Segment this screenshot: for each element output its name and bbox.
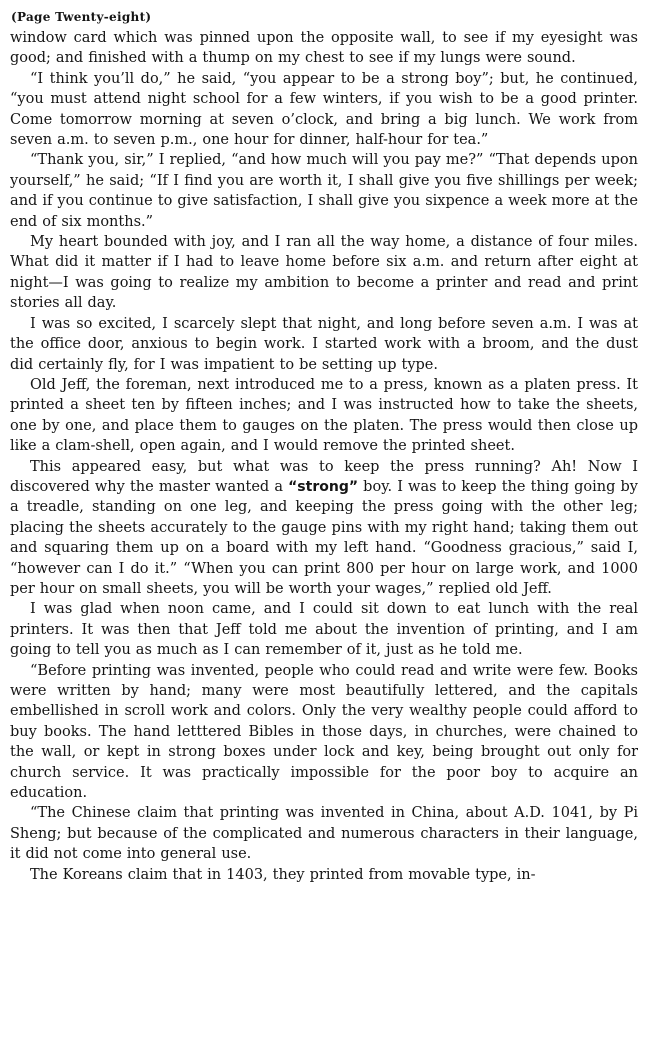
paragraph [10,457,638,600]
paragraph: “The Chinese claim that printing was invented in China, about A.D. 1041, by Pi Sheng; but because of the complicated and numerous characters in their language, it did not come into general use. [10,805,638,863]
book-page [10,8,638,1054]
emphasized-word: “strong” [288,478,359,495]
paragraph: Old Jeff, the foreman, next introduced me to a press, known as a platen press. It printed a sheet ten by fifteen inches; and I was instructed how to take the sheets, one by one, and place them to gauges on the platen. The press would then close up like a clam-shell, open again, and I would remove the printed sheet. [10,376,638,455]
paragraph-partial: The Koreans claim that in 1403, they printed from movable type, in- [30,866,536,883]
text-run: boy. I was to keep the thing going by a treadle, standing on one leg, and keeping the press going with the other leg; placing the sheets accurately to the gauge pins with my right hand; taking them out and squaring them up on a board with my left hand. “Goodness gracious,” said I, “however can I do it.” “When you can print 800 per hour on large work, and 1000 per hour on small sheets, you will be worth your wages,” replied old Jeff. [10,478,638,597]
page-number-header: (Page Twenty-eight) [11,10,152,24]
body-text [10,28,638,885]
paragraph: I was glad when noon came, and I could sit down to eat lunch with the real printers. It was then that Jeff told me about the invention of printing, and I am going to tell you as much as I can remember of it, just as he told me. [10,601,638,659]
paragraph: I was so excited, I scarcely slept that night, and long before seven a.m. I was at the office door, anxious to begin work. I started work with a broom, and the dust did certainly fly, for I was impatient to be setting up type. [10,315,638,373]
paragraph: “Before printing was invented, people who could read and write were few. Books were written by hand; many were most beautifully lettered, and the capitals embellished in scroll work and colors. Only the very wealthy people could afford to buy books. The hand letttered Bibles in those days, in churches, were chained to the wall, or kept in strong boxes under lock and key, being brought out only for church service. It was practically impossible for the poor boy to acquire an education. [10,662,638,802]
paragraph: My heart bounded with joy, and I ran all the way home, a distance of four miles. What did it matter if I had to leave home before six a.m. and return after eight at night—I was going to realize my ambition to become a printer and read and print stories all day. [10,234,638,312]
paragraph: “Thank you, sir,” I replied, “and how much will you pay me?” “That depends upon yourself,” he said; “If I find you are worth it, I shall give you five shillings per week; and if you continue to give satisfaction, I shall give you sixpence a week more at the end of six months.” [10,152,638,230]
paragraph: “I think you’ll do,” he said, “you appear to be a strong boy”; but, he continued, “you must attend night school for a few winters, if you wish to be a good printer. Come tomorrow morning at seven o’clock, and bring a big lunch. We work from seven a.m. to seven p.m., one hour for dinner, half-hour for tea.” [10,70,638,149]
paragraph-continued: window card which was pinned upon the opposite wall, to see if my eyesight was good; and finished with a thump on my chest to see if my lungs were sound. [10,30,638,67]
text-run: This appeared easy, but what was to keep the press running? Ah! Now I discovered why the master wanted a [10,458,638,495]
